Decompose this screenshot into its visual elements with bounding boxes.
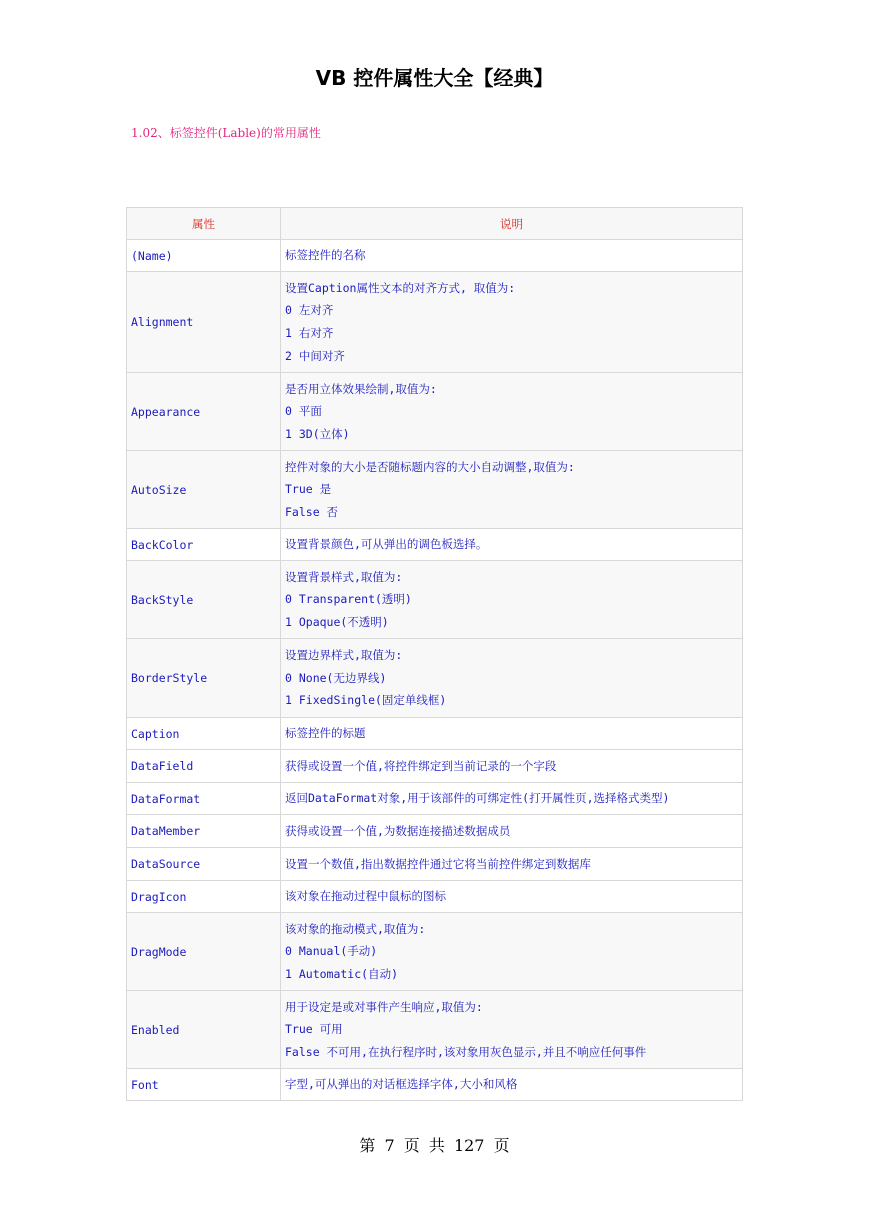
description-line: 控件对象的大小是否随标题内容的大小自动调整,取值为: bbox=[285, 459, 575, 474]
property-description bbox=[281, 815, 743, 848]
description-line: 1 3D(立体) bbox=[285, 426, 350, 441]
table-row bbox=[127, 451, 743, 529]
table-row bbox=[127, 881, 743, 913]
properties-table bbox=[126, 207, 743, 1101]
description-line: False 不可用,在执行程序时,该对象用灰色显示,并且不响应任何事件 bbox=[285, 1044, 647, 1059]
description-line: 该对象的拖动模式,取值为: bbox=[285, 921, 426, 936]
table-row bbox=[127, 272, 743, 373]
description-line: 0 Transparent(透明) bbox=[285, 592, 412, 607]
description-line: 用于设定是或对事件产生响应,取值为: bbox=[285, 999, 483, 1014]
description-line: 设置背景样式,取值为: bbox=[285, 569, 403, 584]
description-line: False 否 bbox=[285, 504, 339, 519]
description-line: 标签控件的标题 bbox=[285, 726, 366, 741]
description-line: 1 右对齐 bbox=[285, 326, 334, 340]
description-line: 是否用立体效果绘制,取值为: bbox=[285, 381, 437, 396]
property-name: DragMode bbox=[127, 913, 281, 991]
property-description bbox=[281, 1069, 743, 1101]
property-description bbox=[281, 991, 743, 1069]
property-description bbox=[281, 272, 743, 373]
property-name: DataSource bbox=[127, 848, 281, 881]
description-line: 0 左对齐 bbox=[285, 303, 334, 318]
property-name: DataFormat bbox=[127, 783, 281, 815]
property-name: BackColor bbox=[127, 529, 281, 561]
table-row bbox=[127, 373, 743, 451]
property-description bbox=[281, 848, 743, 881]
description-line: 1 Opaque(不透明) bbox=[285, 614, 389, 629]
table-header-row bbox=[127, 208, 743, 240]
property-name: BorderStyle bbox=[127, 639, 281, 718]
property-description bbox=[281, 373, 743, 451]
property-description bbox=[281, 913, 743, 991]
table-row bbox=[127, 783, 743, 815]
description-line: 设置背景颜色,可从弹出的调色板选择。 bbox=[285, 537, 488, 552]
property-name: Font bbox=[127, 1069, 281, 1101]
table-row bbox=[127, 639, 743, 718]
description-line: 1 Automatic(自动) bbox=[285, 966, 399, 981]
property-description bbox=[281, 718, 743, 750]
description-line: 获得或设置一个值,将控件绑定到当前记录的一个字段 bbox=[285, 758, 557, 773]
table-row bbox=[127, 718, 743, 750]
description-line: 设置一个数值,指出数据控件通过它将当前控件绑定到数据库 bbox=[285, 856, 591, 871]
header-property: 属性 bbox=[127, 208, 281, 240]
table-row bbox=[127, 848, 743, 881]
property-description bbox=[281, 451, 743, 529]
property-name: Alignment bbox=[127, 272, 281, 373]
description-line: 获得或设置一个值,为数据连接描述数据成员 bbox=[285, 823, 511, 838]
property-name: AutoSize bbox=[127, 451, 281, 529]
property-description bbox=[281, 881, 743, 913]
table-row bbox=[127, 240, 743, 272]
property-name: Appearance bbox=[127, 373, 281, 451]
property-name: DataMember bbox=[127, 815, 281, 848]
page-title: VB 控件属性大全【经典】 bbox=[315, 66, 554, 90]
table-row bbox=[127, 561, 743, 639]
property-name: (Name) bbox=[127, 240, 281, 272]
property-description bbox=[281, 529, 743, 561]
property-description bbox=[281, 240, 743, 272]
property-description bbox=[281, 750, 743, 783]
description-line: 返回DataFormat对象,用于该部件的可绑定性(打开属性页,选择格式类型) bbox=[285, 791, 670, 806]
description-line: 0 None(无边界线) bbox=[285, 670, 387, 685]
header-description: 说明 bbox=[281, 208, 743, 240]
description-line: 该对象在拖动过程中鼠标的图标 bbox=[285, 889, 446, 904]
description-line: True 可用 bbox=[285, 1022, 343, 1037]
description-line: 1 FixedSingle(固定单线框) bbox=[285, 693, 447, 708]
property-name: Caption bbox=[127, 718, 281, 750]
property-description bbox=[281, 783, 743, 815]
property-name: Enabled bbox=[127, 991, 281, 1069]
property-description bbox=[281, 639, 743, 718]
property-name: DataField bbox=[127, 750, 281, 783]
description-line: 标签控件的名称 bbox=[285, 248, 366, 263]
property-description bbox=[281, 561, 743, 639]
table-row bbox=[127, 750, 743, 783]
section-heading: 1.02、标签控件(Lable)的常用属性 bbox=[131, 126, 321, 140]
property-name: DragIcon bbox=[127, 881, 281, 913]
description-line: 0 Manual(手动) bbox=[285, 944, 378, 959]
table-row bbox=[127, 913, 743, 991]
description-line: 字型,可从弹出的对话框选择字体,大小和风格 bbox=[285, 1077, 518, 1092]
description-line: True 是 bbox=[285, 482, 332, 497]
description-line: 0 平面 bbox=[285, 404, 322, 419]
table-row bbox=[127, 1069, 743, 1101]
table-row bbox=[127, 815, 743, 848]
description-line: 2 中间对齐 bbox=[285, 348, 345, 363]
page-footer: 第 7 页 共 127 页 bbox=[359, 1136, 510, 1155]
table-row bbox=[127, 529, 743, 561]
description-line: 设置边界样式,取值为: bbox=[285, 648, 403, 663]
description-line: 设置Caption属性文本的对齐方式, 取值为: bbox=[285, 280, 516, 295]
table-body bbox=[127, 240, 743, 1101]
property-name: BackStyle bbox=[127, 561, 281, 639]
table-row bbox=[127, 991, 743, 1069]
